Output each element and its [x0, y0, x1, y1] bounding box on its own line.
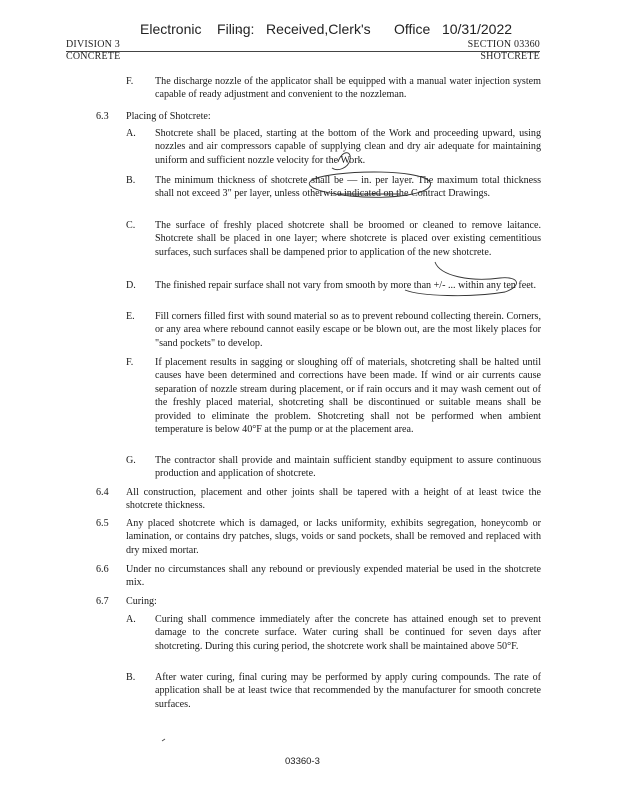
filing-stamp: Electronic Filing: Received,Clerk's Office 10/31/2022: [140, 21, 513, 37]
subsection-label: SHOTCRETE: [480, 51, 540, 62]
section-number: 6.3: [96, 111, 109, 122]
item-text: The finished repair surface shall not vary from smooth by more than +/- ... within any ten feet.: [155, 280, 537, 291]
item-label: D.: [126, 280, 136, 291]
section-text: Under no circumstances shall any rebound or previously expended material be used in the shotcrete mix.: [126, 564, 541, 589]
section-number: 6.6: [96, 564, 109, 575]
section-number: 6.4: [96, 487, 109, 498]
item-text: The discharge nozzle of the applicator shall be equipped with a manual water injection system capable of ready adjustment and convenient to the nozzleman.: [155, 76, 541, 101]
subject-label: CONCRETE: [66, 51, 121, 62]
item-text: Curing shall commence immediately after the concrete has attained enough set to prevent damage to the concrete surface. Water curing shall be continued for seven days after shotcreting. During this curing period, the shotcrete work shall be maintained above 50°F.: [155, 614, 541, 652]
section-label: SECTION 03360: [467, 39, 540, 50]
section-text: Any placed shotcrete which is damaged, or lacks uniformity, exhibits segregation, honeycomb or lamination, or contains dry patches, slugs, voids or sand pockets, shall be removed and replaced with dry mixed mortar.: [126, 518, 541, 556]
item-text: If placement results in sagging or sloughing off of materials, shotcreting shall be halted until causes have been determined and corrections have been made. If wind or air currents cause separation of nozzle stream during placement, or if rain occurs and it may wash cement out of the freshly placed material, shotcreting shall be discontinued or suitable means shall be provided to eliminate the problem. Shotcreting shall not be performed when ambient temperature is below 40°F at the pump or at the placement area.: [155, 357, 541, 436]
pen-tick-bottom: [162, 739, 165, 741]
item-label: B.: [126, 175, 136, 186]
item-label: A.: [126, 128, 136, 139]
section-number: 6.7: [96, 596, 109, 607]
item-text: The minimum thickness of shotcrete shall be — in. per layer. The maximum total thickness shall not exceed 3" per layer, unless otherwise indicated on the Contract Drawings.: [155, 175, 541, 200]
item-label: C.: [126, 220, 136, 231]
item-label: B.: [126, 672, 136, 683]
item-label: G.: [126, 455, 136, 466]
section-number: 6.5: [96, 518, 109, 529]
page-number: 03360-3: [285, 756, 320, 767]
section-heading: Curing:: [126, 596, 157, 607]
item-label: E.: [126, 311, 135, 322]
item-label: A.: [126, 614, 136, 625]
item-text: The surface of freshly placed shotcrete shall be broomed or cleaned to remove laitance. Shotcrete shall be placed in one layer; where shotcrete is placed over existing cementitious surfaces, such surfaces shall be dampened prior to application of the new shotcrete.: [155, 220, 541, 258]
section-text: All construction, placement and other joints shall be tapered with a height of at least twice the shotcrete thickness.: [126, 487, 541, 512]
item-label: F.: [126, 357, 134, 368]
section-heading: Placing of Shotcrete:: [126, 111, 211, 122]
item-label: F.: [126, 76, 134, 87]
item-text: After water curing, final curing may be performed by apply curing compounds. The rate of application shall be at least twice that recommended by the manufacturer for smooth concrete surfaces.: [155, 672, 541, 710]
item-text: Shotcrete shall be placed, starting at the bottom of the Work and proceeding upward, using nozzles and air compressors capable of supplying clean and dry air adequate for maintaining uniform and sufficient nozzle velocity for the Work.: [155, 128, 541, 166]
item-text: Fill corners filled first with sound material so as to prevent rebound collecting therein. Corners, or any area where rebound cannot easily escape or be blown out, are the most likely places for "sand pockets" to develop.: [155, 311, 541, 349]
division-label: DIVISION 3: [66, 39, 120, 50]
item-text: The contractor shall provide and maintain sufficient standby equipment to assure continuous production and application of shotcrete.: [155, 455, 541, 480]
header-rule: [66, 51, 540, 52]
